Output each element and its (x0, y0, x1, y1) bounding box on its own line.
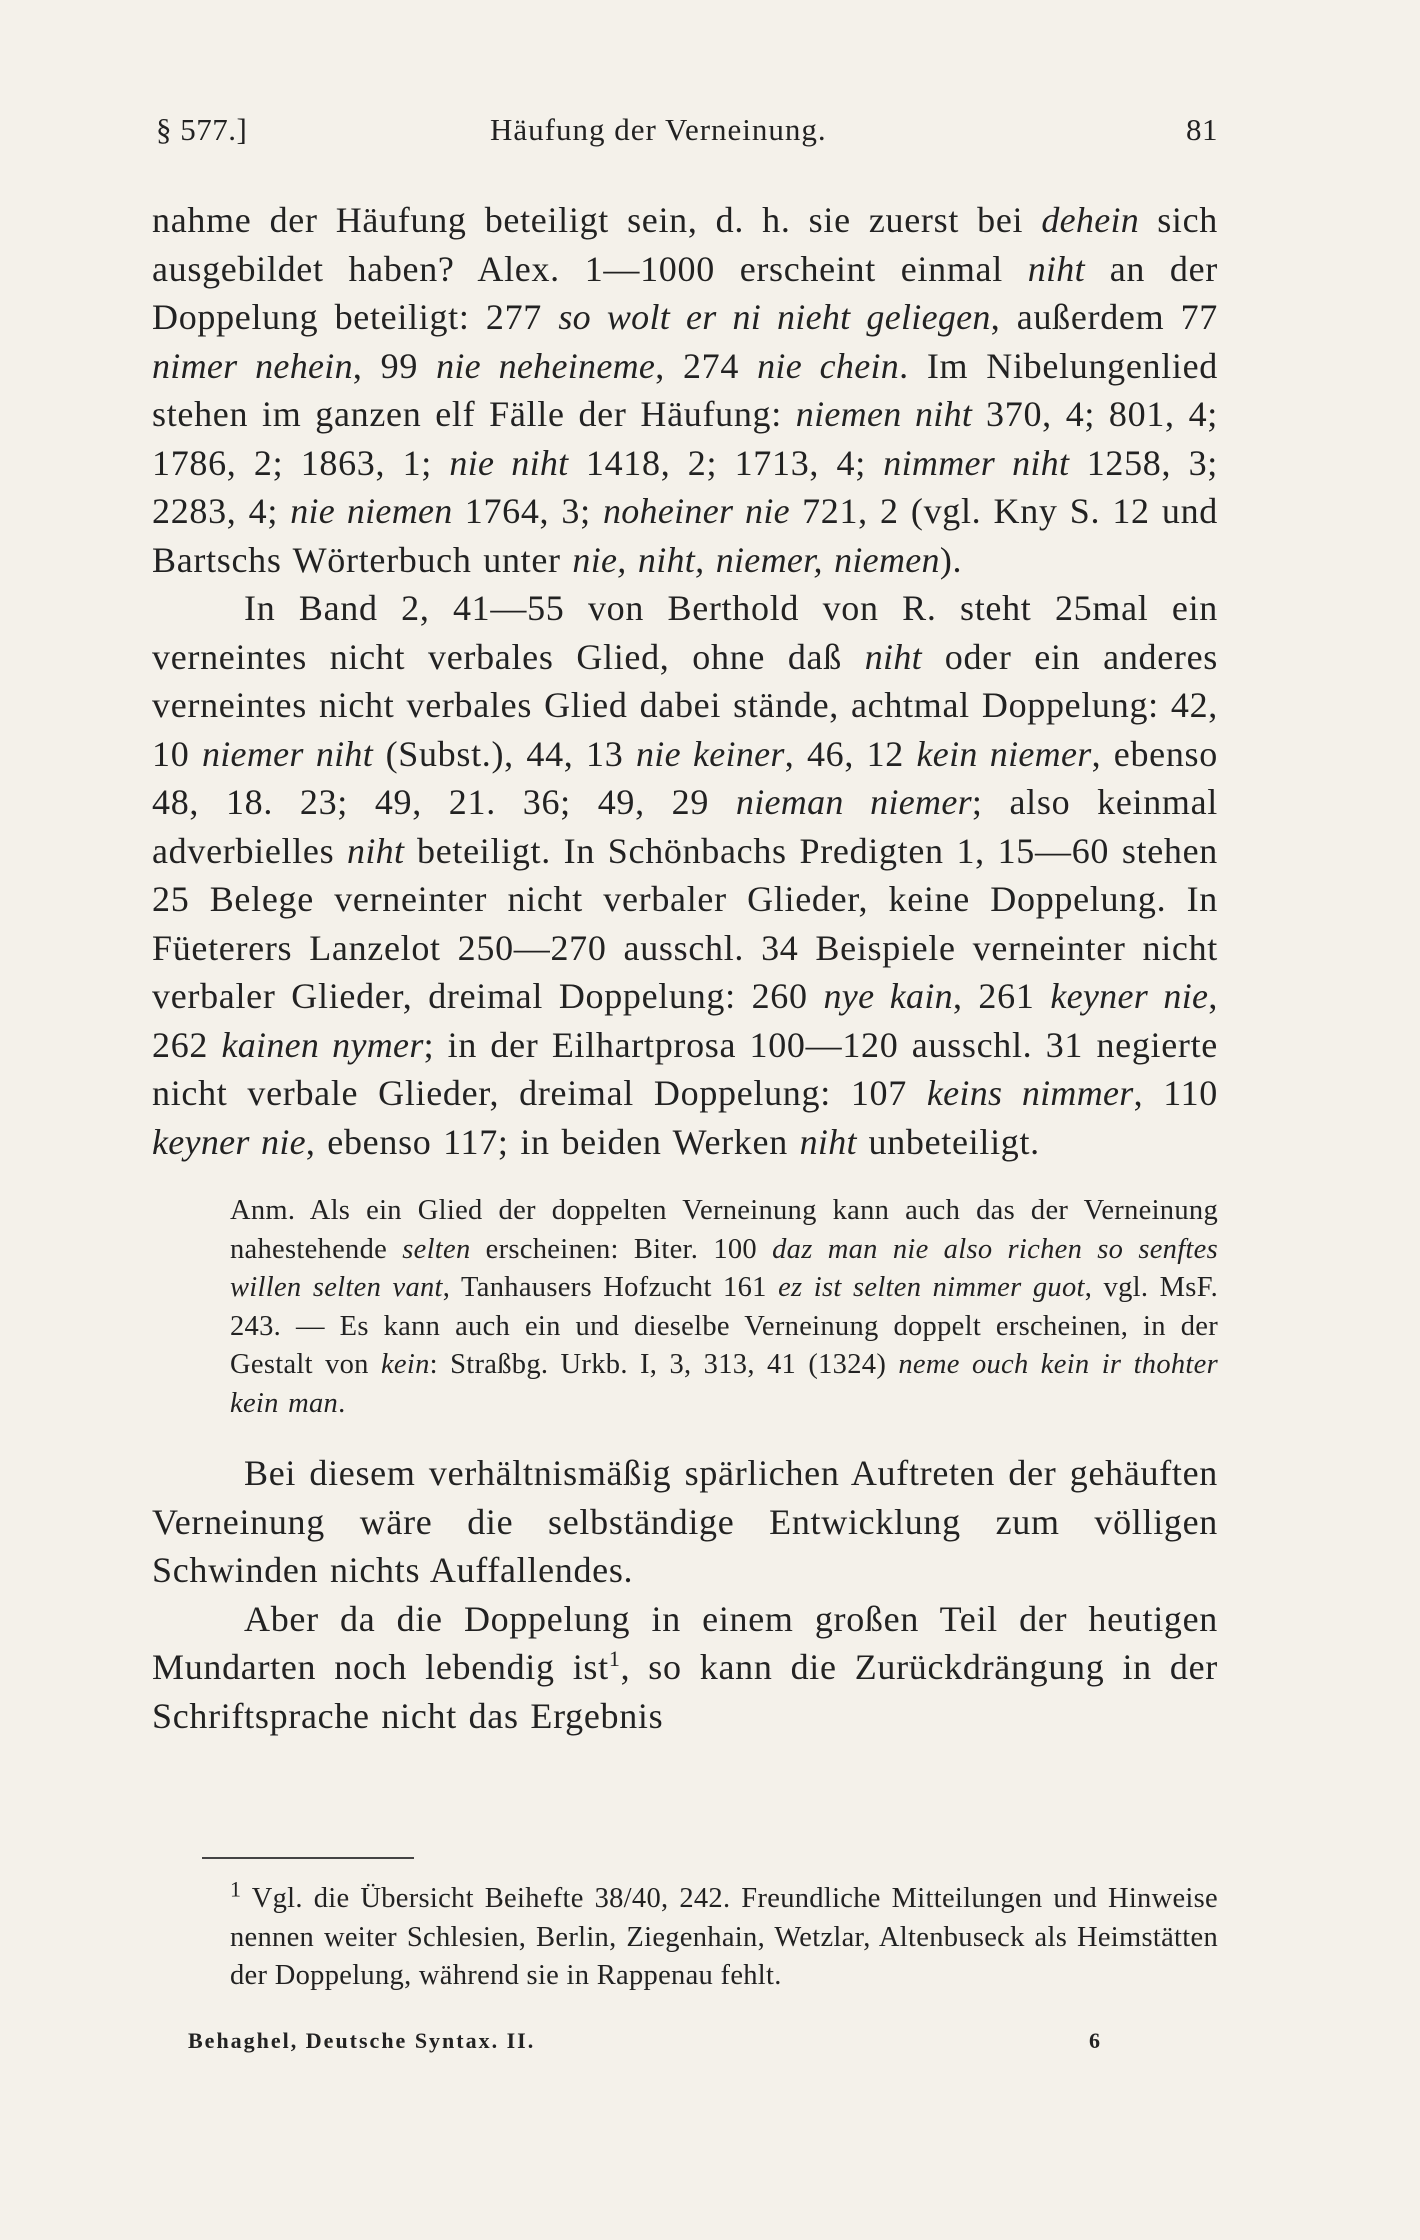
text-span: nahme der Häufung beteiligt sein, d. h. sie zuerst bei (152, 200, 1042, 240)
text-span: Anm. Als ein Glied der doppelten Verneinung kann auch das der Verneinung nahestehende (230, 1195, 1218, 1265)
italic-span: keyner nie (1050, 976, 1209, 1016)
text-span: Bei diesem verhältnismäßig spärlichen Auftreten der gehäuften Verneinung wäre die selbständige Entwicklung zum völligen Schwinden nichts Auffallendes. (152, 1453, 1218, 1590)
text-span: ; in der Eilhartprosa 100—120 ausschl. 31 negierte nicht verbale Glieder, dreimal Doppelung: 107 (152, 1024, 1218, 1113)
italic-span: niht (347, 830, 405, 871)
text-span: : Straßbg. Urkb. I, 3, 313, 41 (1324) (429, 1349, 899, 1380)
italic-span: niht (1027, 248, 1085, 289)
main-text (152, 196, 1218, 1740)
italic-span: niht (864, 636, 922, 677)
italic-span: keyner nie (152, 1121, 306, 1162)
footnote-marker: 1 (608, 1646, 621, 1671)
page-number: 81 (1186, 112, 1218, 147)
italic-span: keins nimmer (926, 1073, 1134, 1113)
text-span: , 274 (655, 345, 758, 386)
running-title: Häufung der Verneinung. (490, 112, 827, 147)
text-span: sich ausgebildet haben? Alex. 1—1000 erscheint einmal (152, 200, 1218, 289)
footnote-text (152, 1876, 1218, 1996)
text-span: , 262 (152, 976, 1219, 1065)
paragraph-2 (152, 584, 1218, 1166)
text-span: , 110 (1133, 1073, 1219, 1113)
italic-span: nimer nehein (152, 345, 353, 386)
italic-span: nie niht (449, 442, 569, 483)
printer-signature (188, 2028, 1218, 2068)
text-span: (Subst.), 44, 13 (373, 733, 636, 774)
italic-span: nie, niht, niemer, niemen (572, 539, 940, 580)
section-reference: § 577.] (156, 112, 248, 147)
text-span: Aber da die Doppelung in einem großen Teil der heutigen Mundarten noch lebendig ist (152, 1598, 1218, 1687)
italic-span: dehein (1041, 200, 1140, 240)
signature-text: Behaghel, Deutsche Syntax. II. (188, 2028, 536, 2053)
text-span: ). (939, 539, 963, 580)
italic-span: kainen nymer (221, 1024, 424, 1065)
text-span: , so kann die Zurückdrängung in der Schriftsprache nicht das Ergebnis (152, 1647, 1218, 1736)
footnote (152, 1876, 1218, 1996)
text-span: oder ein anderes verneintes nicht verbales Glied dabei stände, achtmal Doppelung: 42, 10 (152, 636, 1218, 774)
italic-span: nieman niemer (735, 782, 972, 822)
text-span: . (338, 1387, 346, 1419)
book-page (152, 0, 1218, 2240)
text-span: , 261 (952, 976, 1051, 1016)
italic-span: nie neheineme (436, 345, 656, 386)
italic-span: neme ouch kein ir thohter kein man (230, 1349, 1218, 1419)
text-span: 721, 2 (vgl. Kny S. 12 und Bartschs Wörterbuch unter (152, 491, 1218, 580)
text-span: , ebenso 48, 18. 23; 49, 21. 36; 49, 29 (152, 733, 1218, 822)
italic-span: nie chein (757, 345, 900, 386)
text-span: , 99 (352, 345, 437, 386)
text-span: In Band 2, 41—55 von Berthold von R. steht 25mal ein verneintes nicht verbales Glied, ohne daß (152, 588, 1218, 677)
italic-span: niht (799, 1121, 857, 1162)
italic-span: kein niemer (916, 733, 1092, 774)
italic-span: daz man nie also richen so senftes willen selten vant (230, 1233, 1218, 1303)
italic-span: nie niemen (290, 491, 453, 531)
italic-span: nie keiner (635, 733, 785, 774)
annotation-text (152, 1192, 1218, 1423)
text-span: ; also keinmal adverbielles (152, 782, 1218, 871)
italic-span: niemer niht (201, 733, 374, 774)
text-span: an der Doppelung beteiligt: 277 (152, 248, 1218, 337)
text-span: , ebenso 117; in beiden Werken (305, 1121, 800, 1162)
sheet-number: 6 (1089, 2028, 1102, 2053)
text-span: , Tanhausers Hofzucht 161 (442, 1272, 779, 1303)
footnote-marker: 1 (230, 1876, 242, 1902)
paragraph-1 (152, 196, 1218, 584)
text-span: . Im Nibelungenlied stehen im ganzen elf Fälle der Häufung: (152, 345, 1219, 434)
text-span: beteiligt. In Schönbachs Predigten 1, 15—60 stehen 25 Belege verneinter nicht verbaler Glieder, keine Doppelung. In Füeterers Lanzelot 250—270 ausschl. 34 Beispiele verneinter nicht verbaler Glieder, dreimal Doppelung: 260 (152, 830, 1218, 1016)
footnote-rule (202, 1857, 414, 1860)
italic-span: niemen niht (795, 394, 973, 434)
paragraph-3 (152, 1449, 1218, 1595)
text-span: erscheinen: Biter. 100 (470, 1233, 773, 1265)
text-span: 370, 4; 801, 4; 1786, 2; 1863, 1; (152, 394, 1218, 483)
text-span: 1764, 3; (452, 491, 603, 531)
italic-span: kein (380, 1349, 430, 1380)
italic-span: selten (402, 1233, 471, 1265)
paragraph-4 (152, 1595, 1218, 1741)
text-span: , vgl. MsF. 243. — Es kann auch ein und dieselbe Verneinung doppelt erscheinen, in der Gestalt von (230, 1272, 1218, 1380)
italic-span: noheiner nie (602, 491, 790, 531)
italic-span: nimmer niht (883, 442, 1070, 483)
running-header (152, 112, 1218, 162)
italic-span: ez ist selten nimmer guot (778, 1272, 1085, 1303)
text-span: , außerdem 77 (990, 297, 1219, 337)
annotation-note (152, 1192, 1218, 1423)
text-span: unbeteiligt. (856, 1121, 1040, 1162)
text-span: 1418, 2; 1713, 4; (568, 442, 884, 483)
italic-span: so wolt er ni nieht geliegen (558, 297, 991, 337)
text-span: , 46, 12 (784, 733, 917, 774)
text-span: 1258, 3; 2283, 4; (152, 442, 1218, 531)
italic-span: nye kain (823, 976, 953, 1016)
text-span: Vgl. die Übersicht Beihefte 38/40, 242. Freundliche Mitteilungen und Hinweise nennen weiter Schlesien, Berlin, Ziegenhain, Wetzlar, Altenbuseck als Heimstätten der Doppelung, während sie in Rappenau fehlt. (230, 1883, 1218, 1991)
